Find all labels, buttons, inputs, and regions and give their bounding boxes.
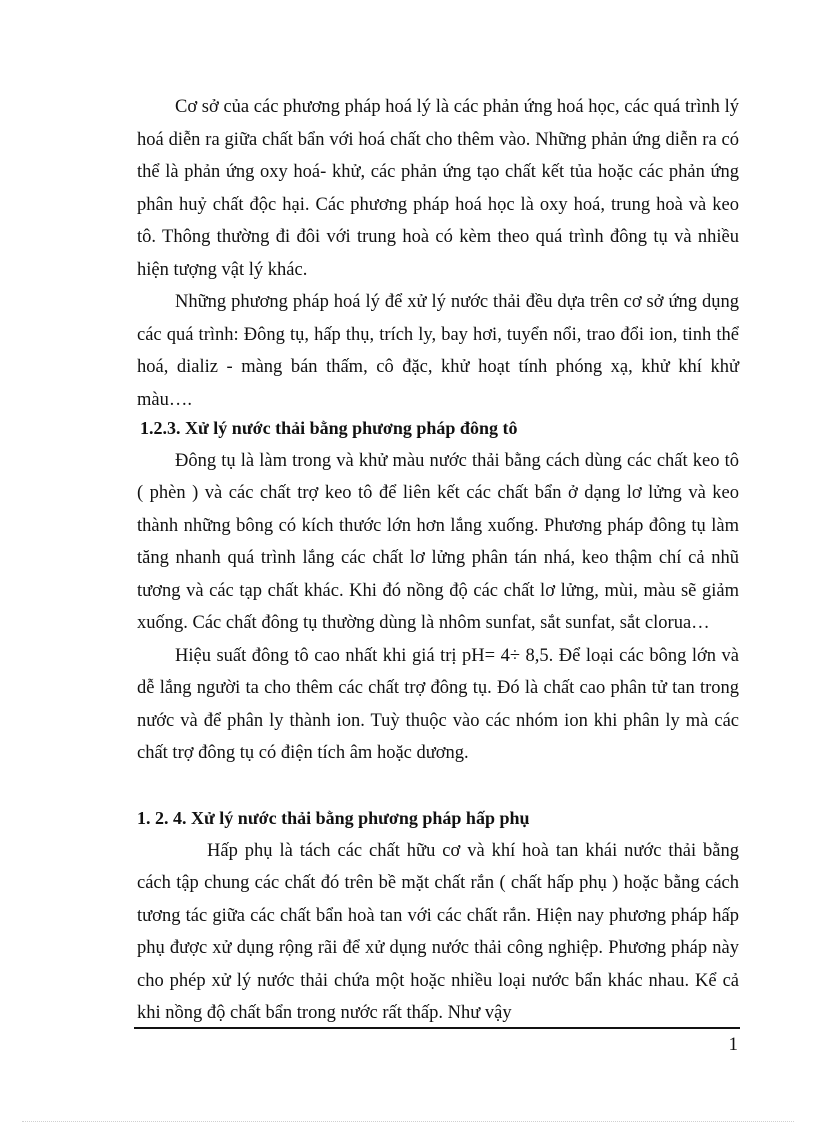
page-bottom-edge (22, 1121, 794, 1122)
paragraph-coagulation-efficiency: Hiệu suất đông tô cao nhất khi giá trị pH= 4÷ 8,5. Để loại các bông lớn và dễ lắng người ta cho thêm các chất trợ đông tụ. Đó là chất cao phân tử tan trong nước và để phân ly thành ion. Tuỳ thuộc vào các nhóm ion khi phân ly mà các chất trợ đông tụ có điện tích âm hoặc dương. (137, 645, 739, 763)
body-text-top (137, 91, 739, 416)
page-number: 1 (728, 1034, 738, 1055)
section-heading-adsorption: 1. 2. 4. Xử lý nước thải bằng phương pháp hấp phụ (137, 808, 530, 828)
section-1-2-4 (137, 802, 739, 1030)
footer-divider (134, 1027, 740, 1029)
paragraph-physicochemical-methods: Những phương pháp hoá lý để xử lý nước thải đều dựa trên cơ sở ứng dụng các quá trình: Đông tụ, hấp thụ, trích ly, bay hơi, tuyển nổi, trao đổi ion, tinh thể hoá, dializ - màng bán thấm, cô đặc, khử hoạt tính phóng xạ, khử khí khử màu…. (137, 292, 739, 410)
paragraph-physicochemical-basis: Cơ sở của các phương pháp hoá lý là các phản ứng hoá học, các quá trình lý hoá diễn ra giữa chất bẩn với hoá chất cho thêm vào. Những phản ứng diễn ra có thể là phản ứng oxy hoá- khử, các phản ứng tạo chất kết tủa hoặc các phản ứng phân huỷ chất độc hại. Các phương pháp hoá học là oxy hoá, trung hoà và keo tô. Thông thường đi đôi với trung hoà có kèm theo quá trình đông tụ và nhiều hiện tượng vật lý khác. (137, 97, 739, 280)
section-1-2-3 (137, 412, 739, 770)
paragraph-adsorption-definition: Hấp phụ là tách các chất hữu cơ và khí hoà tan khái nước thải bằng cách tập chung các chất đó trên bề mặt chất rắn ( chất hấp phụ ) hoặc bằng cách tương tác giữa các chất bẩn hoà tan với các chất rắn. Hiện nay phương pháp hấp phụ được xử dụng rộng rãi để xử dụng nước thải công nghiệp. Phương pháp này cho phép xử lý nước thải chứa một hoặc nhiều loại nước bẩn khác nhau. Kể cả khi nồng độ chất bẩn trong nước rất thấp. Như vậy (137, 840, 739, 1023)
paragraph-coagulation-definition: Đông tụ là làm trong và khử màu nước thải bằng cách dùng các chất keo tô ( phèn ) và các chất trợ keo tô để liên kết các chất bẩn ở dạng lơ lửng và keo thành những bông có kích thước lớn hơn lắng xuống. Phương pháp đông tụ làm tăng nhanh quá trình lắng các chất lơ lửng phân tán nhá, keo thậm chí cả nhũ tương và các tạp chất khác. Khi đó nồng độ các chất lơ lửng, mùi, màu sẽ giảm xuống. Các chất đông tụ thường dùng là nhôm sunfat, sắt sunfat, sắt clorua… (137, 450, 739, 633)
section-heading-coagulation: 1.2.3. Xử lý nước thải bằng phương pháp đông tô (140, 418, 518, 438)
